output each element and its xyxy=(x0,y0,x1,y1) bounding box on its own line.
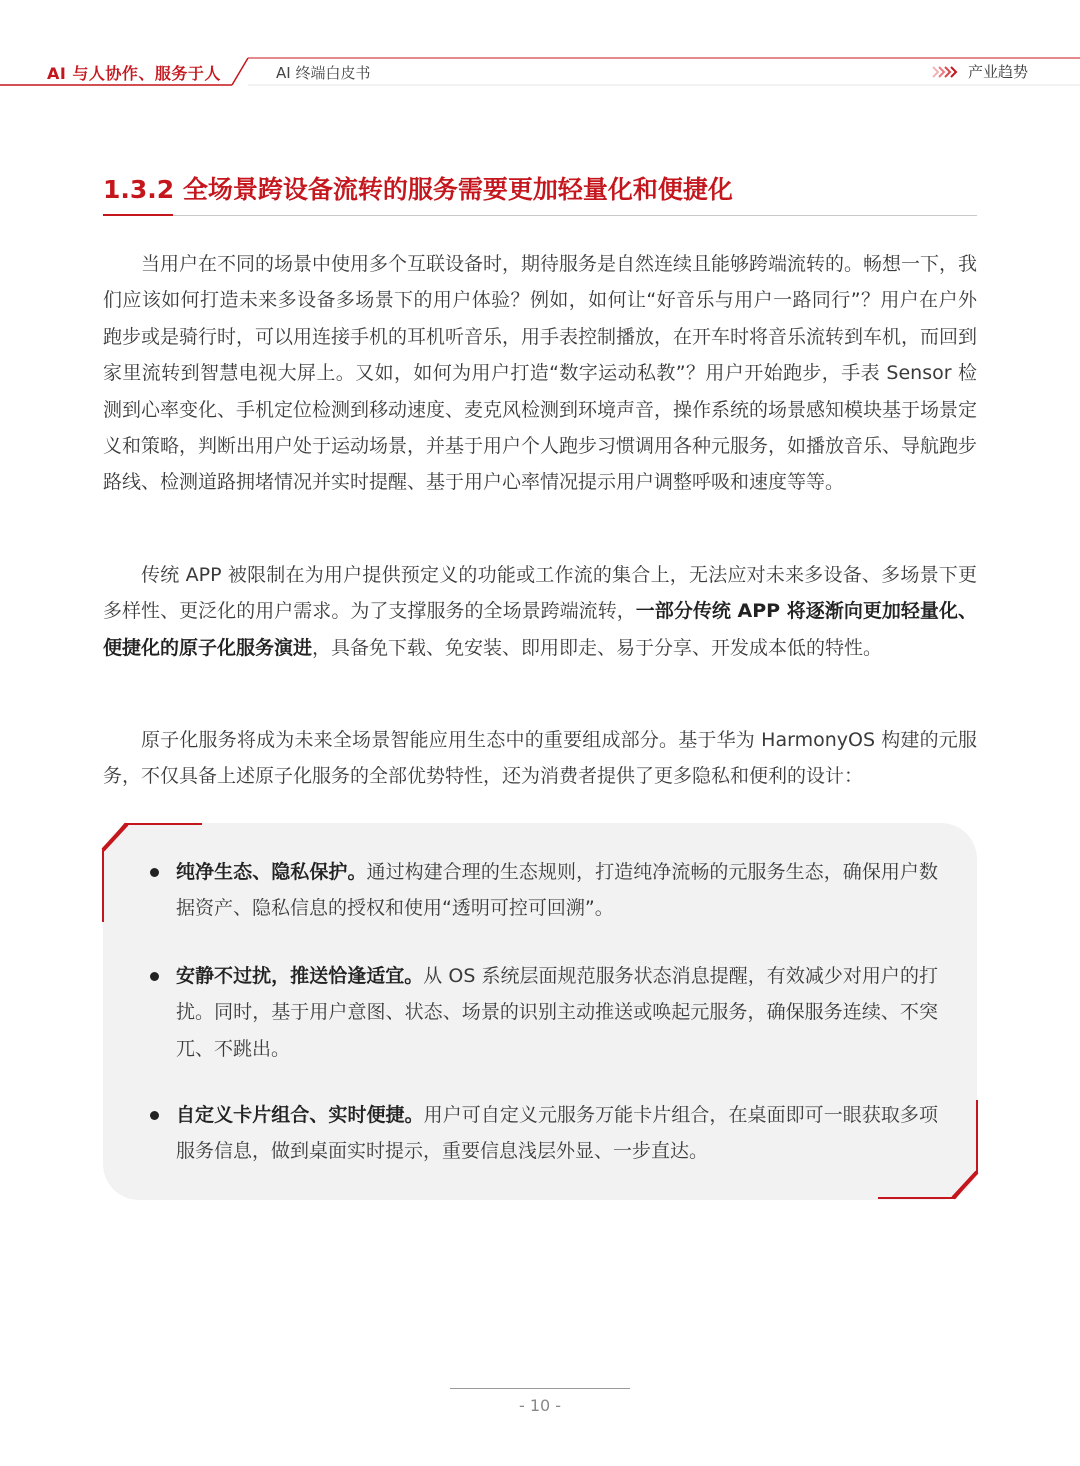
header-chapter xyxy=(932,61,1028,82)
paragraph-2-tail: ，具备免下载、免安装、即用即走、易于分享、开发成本低的特性。 xyxy=(312,636,883,659)
section-title: 1.3.2 全场景跨设备流转的服务需要更加轻量化和便捷化 xyxy=(103,175,733,204)
paragraph-3: 原子化服务将成为未来全场景智能应用生态中的重要组成部分。基于华为 HarmonyOS 构建的元服务，不仅具备上述原子化服务的全部优势特性，还为消费者提供了更多隐私和便利的设计： xyxy=(103,729,977,788)
bullet-item-privacy xyxy=(176,854,938,927)
paragraph-2-lead: 传统 APP 被限制在为用户提供预定义的功能或工作流的集合上，无法应对未来多设备、多场景下更多样性、更泛化的用户需求。为了支撑服务的全场景跨端流转， xyxy=(103,564,977,623)
section-title-underline xyxy=(173,215,977,216)
header-doc-title: AI 终端白皮书 xyxy=(276,64,371,82)
page-number: - 10 - xyxy=(518,1396,562,1415)
paragraph-2-emphasis: 一部分传统 APP 将逐渐向更加轻量化、便捷化的原子化服务演进 xyxy=(103,600,977,659)
paragraph-2 xyxy=(103,557,977,666)
section-title-underline-accent xyxy=(103,214,173,216)
chevrons-icon xyxy=(932,66,960,78)
bullet-dot-icon xyxy=(150,1111,159,1120)
paragraph-1: 当用户在不同的场景中使用多个互联设备时，期待服务是自然连续且能够跨端流转的。畅想一下，我们应该如何打造未来多设备多场景下的用户体验？例如，如何让“好音乐与用户一路同行”？用户在户外跑步或是骑行时，可以用连接手机的耳机听音乐，用手表控制播放，在开车时将音乐流转到车机，而回到家里流转到智慧电视大屏上。又如，如何为用户打造“数字运动私教”？用户开始跑步，手表 Sensor 检测到心率变化、手机定位检测到移动速度、麦克风检测到环境声音，操作系统的场景感知模块基于场景定义和策略，判断出用户处于运动场景，并基于用户个人跑步习惯调用各种元服务，如播放音乐、导航跑步路线、检测道路拥堵情况并实时提醒、基于用户心率情况提示用户调整呼吸和速度等等。 xyxy=(103,253,978,494)
bullet-dot-icon xyxy=(150,972,159,981)
bullet-text: 通过构建合理的生态规则，打造纯净流畅的元服务生态，确保用户数据资产、隐私信息的授权和使用“透明可控可回溯”。 xyxy=(176,861,938,920)
bullet-heading: 纯净生态、隐私保护。 xyxy=(176,861,367,883)
bullet-item-quiet-push xyxy=(176,958,938,1067)
bullet-dot-icon xyxy=(150,868,159,877)
bullet-heading: 自定义卡片组合、实时便捷。 xyxy=(176,1104,424,1126)
bullet-text: 从 OS 系统层面规范服务状态消息提醒，有效减少对用户的打扰。同时，基于用户意图、状态、场景的识别主动推送或唤起元服务，确保服务连续、不突兀、不跳出。 xyxy=(176,965,938,1060)
header-left-title: AI 与人协作、服务于人 xyxy=(47,64,221,83)
footer-rule xyxy=(450,1388,630,1389)
bullet-text: 用户可自定义元服务万能卡片组合，在桌面即可一眼获取多项服务信息，做到桌面实时提示，重要信息浅层外显、一步直达。 xyxy=(176,1104,938,1163)
header-chapter-label: 产业趋势 xyxy=(968,63,1029,81)
bullet-heading: 安静不过扰，推送恰逢适宜。 xyxy=(176,965,424,987)
bullet-item-custom-cards xyxy=(176,1097,938,1170)
